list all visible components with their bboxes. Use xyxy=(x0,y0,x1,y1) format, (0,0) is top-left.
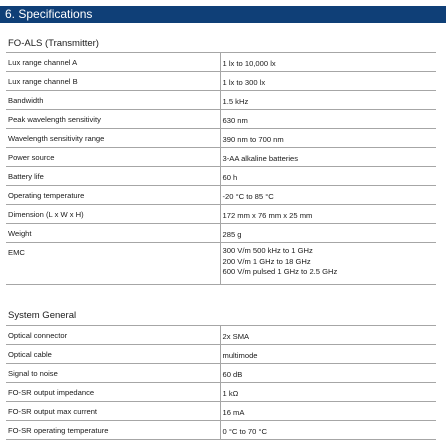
table-row xyxy=(6,148,436,167)
spec-value: -20 °C to 85 °C xyxy=(220,186,436,205)
spec-value: 1 lx to 10,000 lx xyxy=(220,53,436,72)
spec-value: 1 lx to 300 lx xyxy=(220,72,436,91)
table-row xyxy=(6,224,436,243)
spec-value-emc xyxy=(220,243,436,285)
spec-label: Lux range channel B xyxy=(6,72,220,91)
spec-label: Wavelength sensitivity range xyxy=(6,129,220,148)
table-row xyxy=(6,205,436,224)
spec-label: Optical cable xyxy=(6,345,220,364)
spec-value: 1 kΩ xyxy=(220,383,436,402)
emc-line: 300 V/m 500 kHz to 1 GHz xyxy=(222,246,313,255)
spec-value: 0 °C to 70 °C xyxy=(220,421,436,440)
spec-value: multimode xyxy=(220,345,436,364)
table-row xyxy=(6,129,436,148)
table-row xyxy=(6,402,436,421)
table-row xyxy=(6,72,436,91)
spec-value: 285 g xyxy=(220,224,436,243)
spec-label: FO-SR output max current xyxy=(6,402,220,421)
table-row xyxy=(6,53,436,72)
table-row-emc xyxy=(6,243,436,285)
system-spec-table xyxy=(6,325,436,440)
spec-label: Power source xyxy=(6,148,220,167)
spec-label: Signal to noise xyxy=(6,364,220,383)
spec-value: 2x SMA xyxy=(220,326,436,345)
table-row xyxy=(6,91,436,110)
spec-label: Optical connector xyxy=(6,326,220,345)
table-row xyxy=(6,383,436,402)
transmitter-spec-table xyxy=(6,52,436,285)
spec-value: 60 h xyxy=(220,167,436,186)
table-row xyxy=(6,186,436,205)
table-row xyxy=(6,326,436,345)
spec-label: Battery life xyxy=(6,167,220,186)
spec-label: FO-SR output impedance xyxy=(6,383,220,402)
table-row xyxy=(6,110,436,129)
spec-label: EMC xyxy=(6,243,220,285)
spec-value: 16 mA xyxy=(220,402,436,421)
spec-label: FO-SR operating temperature xyxy=(6,421,220,440)
table-row xyxy=(6,167,436,186)
system-section-title: System General xyxy=(8,310,77,321)
spec-value: 172 mm x 76 mm x 25 mm xyxy=(220,205,436,224)
spec-label: Peak wavelength sensitivity xyxy=(6,110,220,129)
table-row xyxy=(6,345,436,364)
emc-line: 600 V/m pulsed 1 GHz to 2.5 GHz xyxy=(222,267,338,276)
section-header-title: 6. Specifications xyxy=(5,7,93,21)
spec-value: 60 dB xyxy=(220,364,436,383)
spec-value: 1.5 kHz xyxy=(220,91,436,110)
section-header xyxy=(0,6,446,23)
spec-value: 3-AA alkaline batteries xyxy=(220,148,436,167)
emc-line: 200 V/m 1 GHz to 18 GHz xyxy=(222,256,311,266)
spec-value: 390 nm to 700 nm xyxy=(220,129,436,148)
spec-label: Dimension (L x W x H) xyxy=(6,205,220,224)
table-row xyxy=(6,364,436,383)
spec-label: Lux range channel A xyxy=(6,53,220,72)
spec-label: Operating temperature xyxy=(6,186,220,205)
spec-value: 630 nm xyxy=(220,110,436,129)
table-row xyxy=(6,421,436,440)
spec-label: Weight xyxy=(6,224,220,243)
transmitter-section-title: FO-ALS (Transmitter) xyxy=(8,38,99,49)
spec-label: Bandwidth xyxy=(6,91,220,110)
